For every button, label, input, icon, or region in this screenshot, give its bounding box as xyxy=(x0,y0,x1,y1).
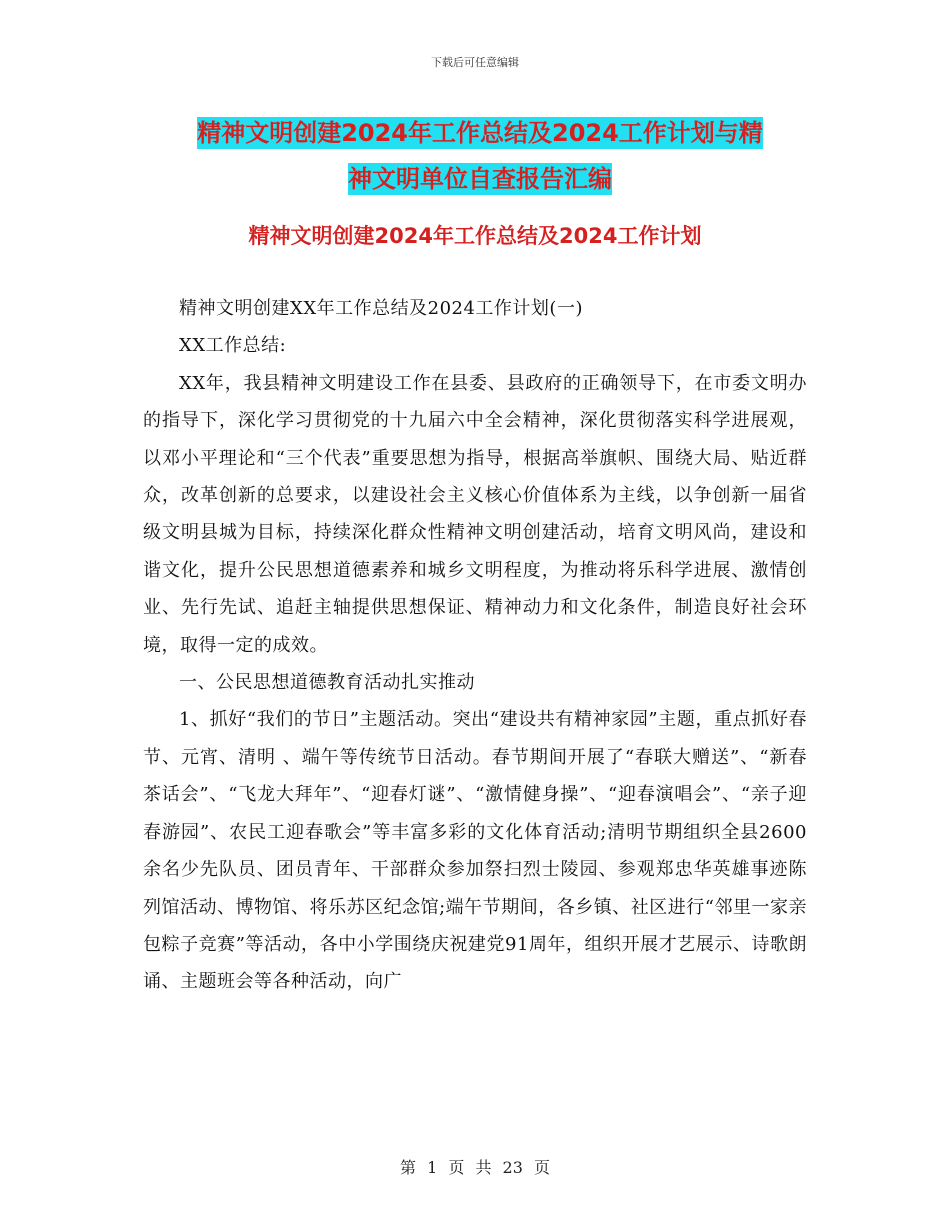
page-number-footer: 第 1 页 共 23 页 xyxy=(400,1158,550,1177)
page-header-note: 下载后可任意编辑 xyxy=(431,56,519,69)
document-title-line-2: 神文明单位自查报告汇编 xyxy=(348,165,612,193)
document-title-line-1: 精神文明创建2024年工作总结及2024工作计划与精 xyxy=(197,119,763,147)
paragraph-festival-activities: 1、抓好“我们的节日”主题活动。突出“建设共有精神家园”主题，重点抓好春节、元宵、清明 、端午等传统节日活动。春节期间开展了“春联大赠送”、“新春茶话会”、“飞龙大拜年”、“迎春灯谜”、“激情健身操”、“迎春演唱会”、“亲子迎春游园”、农民工迎春歌会”等丰富多彩的文化体育活动;清明节期组织全县2600余名少先队员、团员青年、干部群众参加祭扫烈士陵园、参观郑忠华英雄事迹陈列馆活动、博物馆、将乐苏区纪念馆;端午节期间，各乡镇、社区进行“邻里一家亲包粽子竞赛”等活动，各中小学围绕庆祝建党91周年，组织开展才艺展示、诗歌朗诵、主题班会等各种活动，向广 xyxy=(143,709,807,993)
paragraph-plan-heading: 精神文明创建XX年工作总结及2024工作计划(一) xyxy=(179,298,583,319)
document-title xyxy=(150,110,810,202)
paragraph-summary-heading: XX工作总结: xyxy=(179,335,287,357)
paragraph-section-heading: 一、公民思想道德教育活动扎实推动 xyxy=(179,672,475,694)
paragraph-intro: XX年，我县精神文明建设工作在县委、县政府的正确领导下，在市委文明办的指导下，深化学习贯彻党的十九届六中全会精神，深化贯彻落实科学进展观，以邓小平理论和“三个代表”重要思想为指导，根据高举旗帜、围绕大局、贴近群众，改革创新的总要求，以建设社会主义核心价值体系为主线，以争创新一届省级文明县城为目标，持续深化群众性精神文明创建活动，培育文明风尚，建设和谐文化，提升公民思想道德素养和城乡文明程度，为推动将乐科学进展、激情创业、先行先试、追赶主轴提供思想保证、精神动力和文化条件，制造良好社会环境，取得一定的成效。 xyxy=(143,372,807,656)
section-subtitle: 精神文明创建2024年工作总结及2024工作计划 xyxy=(248,224,702,248)
document-body xyxy=(143,290,807,1001)
